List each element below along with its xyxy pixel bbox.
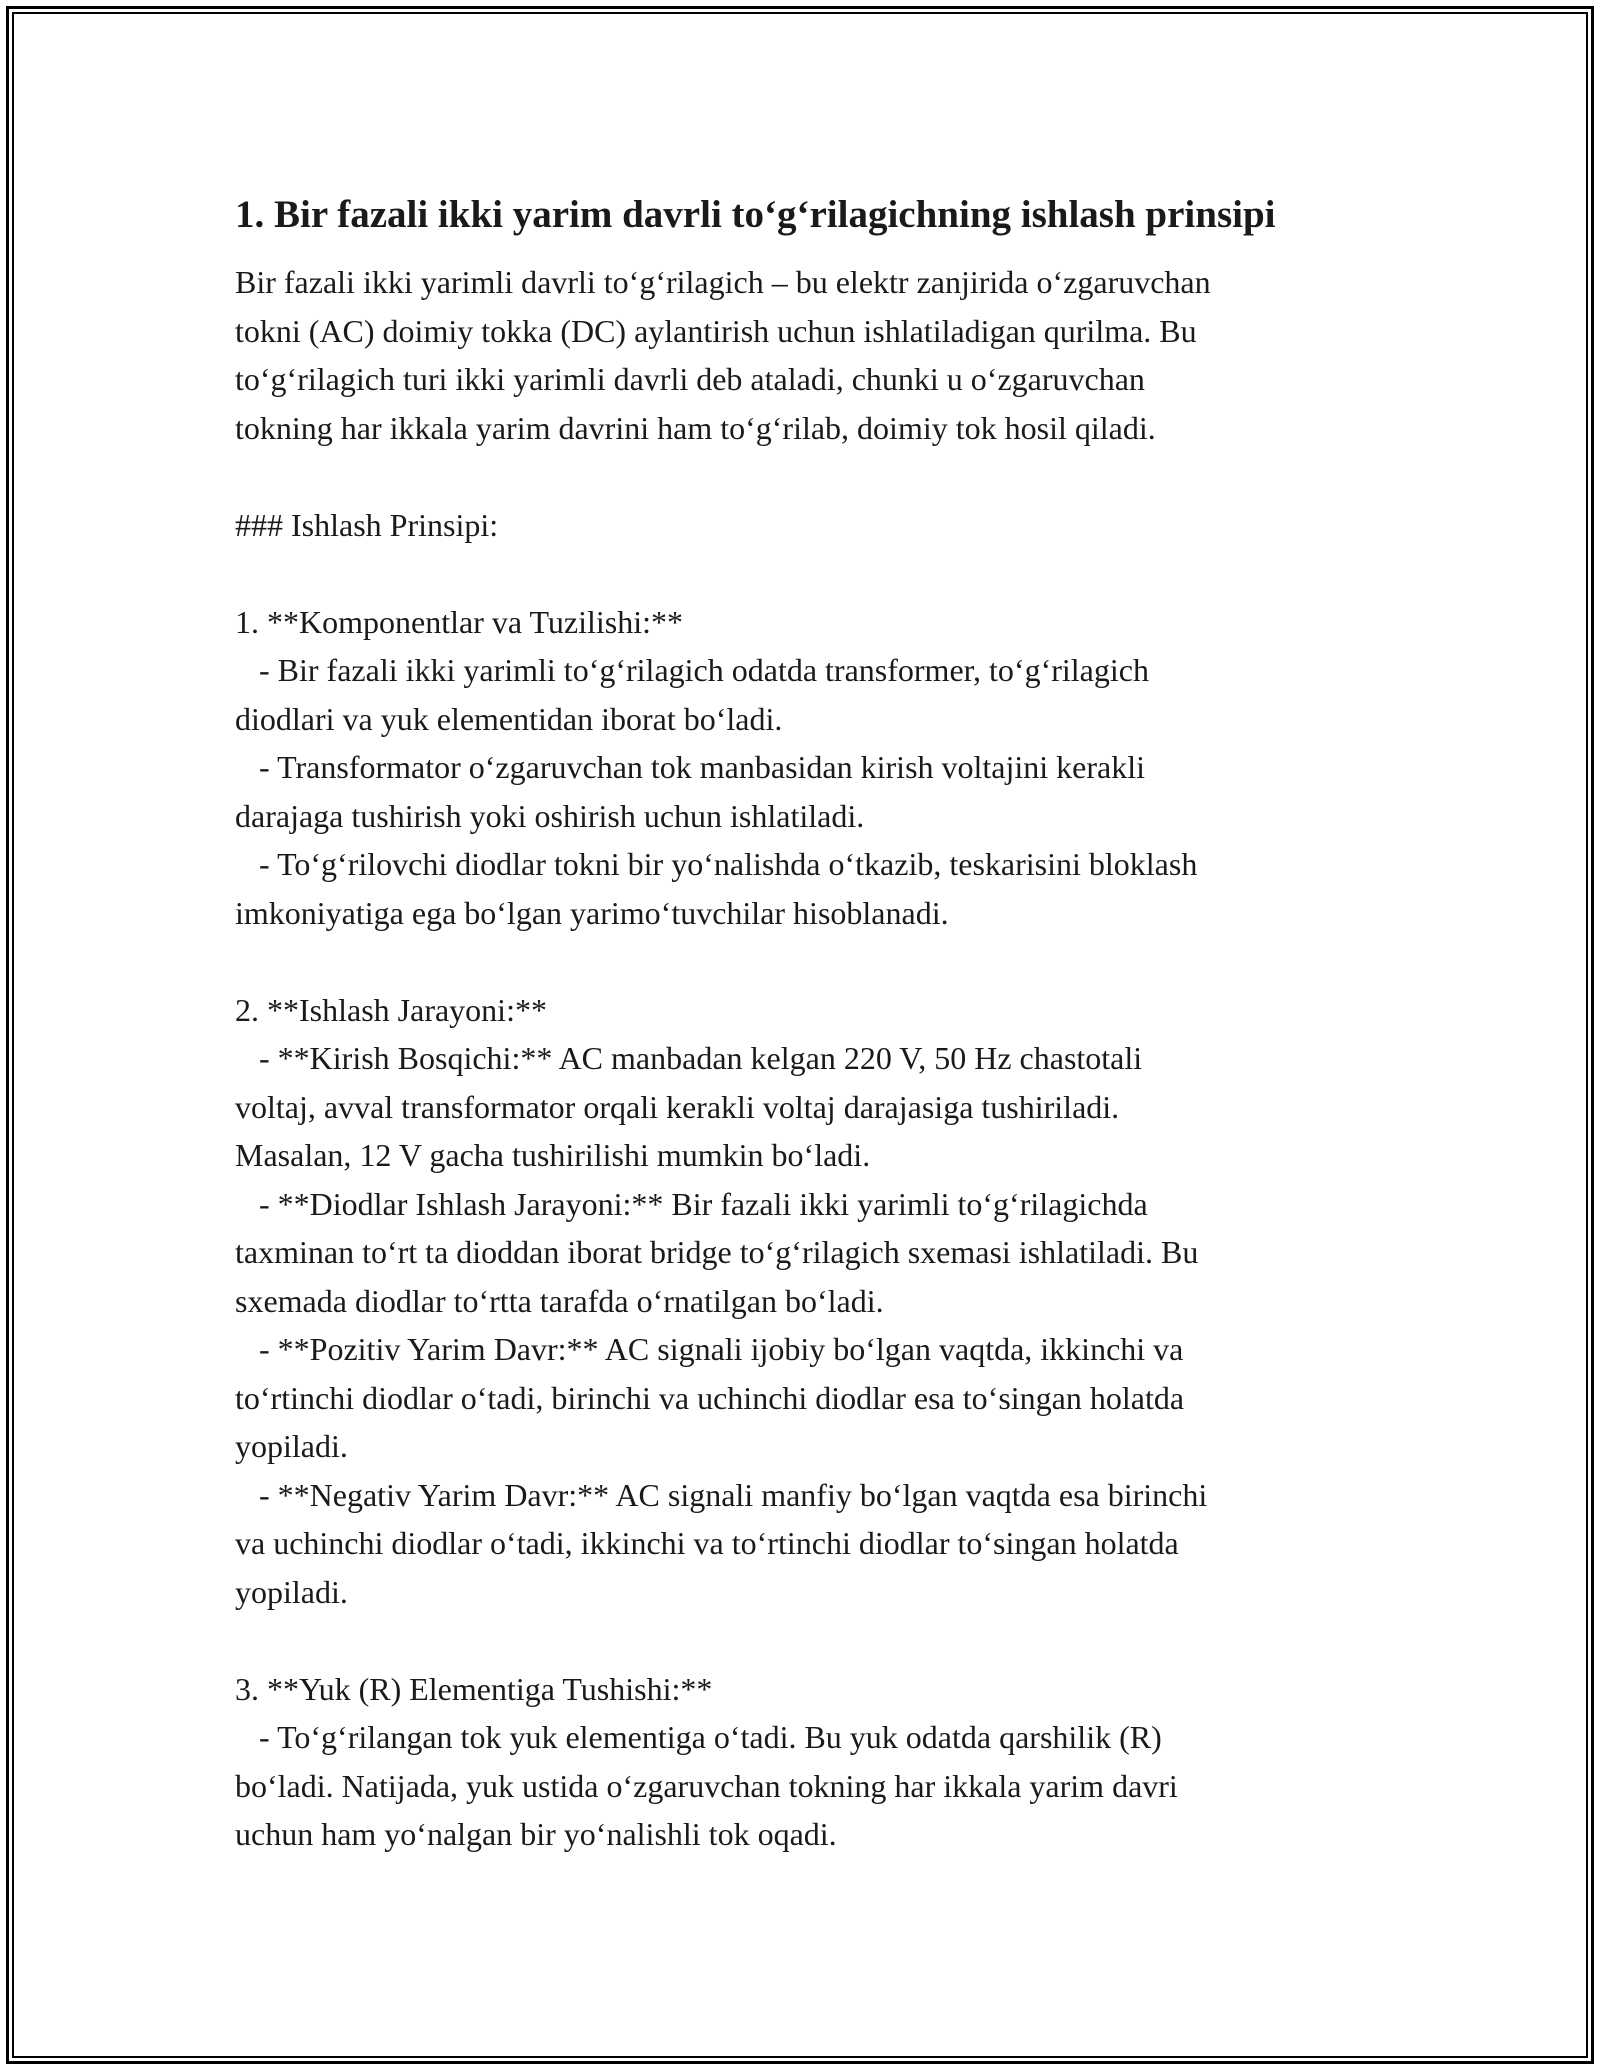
- spacer: [235, 452, 1365, 501]
- text-line: to‘rtinchi diodlar o‘tadi, birinchi va uchinchi diodlar esa to‘singan holatda: [235, 1379, 1185, 1416]
- text-line: 2. **Ishlash Jarayoni:**: [235, 991, 547, 1028]
- text-line: yopiladi.: [235, 1573, 348, 1610]
- text-line: to‘g‘rilagich turi ikki yarimli davrli deb ataladi, chunki u o‘zgaruvchan: [235, 361, 1145, 397]
- text-line: - **Diodlar Ishlash Jarayoni:** Bir fazali ikki yarimli to‘g‘rilagichda: [235, 1185, 1148, 1222]
- text-line: tokning har ikkala yarim davrini ham to‘g‘rilab, doimiy tok hosil qiladi.: [235, 409, 1156, 446]
- text-line: darajaga tushirish yoki oshirish uchun ishlatiladi.: [235, 797, 865, 834]
- heading-line: ### Ishlash Prinsipi:: [235, 506, 499, 543]
- text-line: - **Pozitiv Yarim Davr:** AC signali ijobiy bo‘lgan vaqtda, ikkinchi va: [235, 1331, 1184, 1367]
- text-line: tokni (AC) doimiy tokka (DC) aylantirish uchun ishlatiladigan qurilma. Bu: [235, 312, 1197, 349]
- section-heading: [235, 501, 1365, 550]
- text-line: bo‘ladi. Natijada, yuk ustida o‘zgaruvchan tokning har ikkala yarim davri: [235, 1767, 1178, 1804]
- spacer: [235, 937, 1365, 986]
- section-process: [235, 986, 1365, 1617]
- text-line: diodlari va yuk elementidan iborat bo‘ladi.: [235, 700, 783, 737]
- text-line: - To‘g‘rilangan tok yuk elementiga o‘tadi. Bu yuk odatda qarshilik (R): [235, 1719, 1162, 1755]
- intro-paragraph: [235, 258, 1365, 452]
- text-line: uchun ham yo‘nalgan bir yo‘nalishli tok oqadi.: [235, 1816, 837, 1852]
- text-line: - **Kirish Bosqichi:** AC manbadan kelgan 220 V, 50 Hz chastotali: [235, 1040, 1143, 1076]
- section-load: [235, 1665, 1365, 1859]
- text-line: taxminan to‘rt ta dioddan iborat bridge to‘g‘rilagich sxemasi ishlatiladi. Bu: [235, 1234, 1199, 1270]
- text-line: 1. **Komponentlar va Tuzilishi:**: [235, 603, 683, 640]
- text-line: - To‘g‘rilovchi diodlar tokni bir yo‘nalishda o‘tkazib, teskarisini bloklash: [235, 846, 1198, 882]
- text-line: - Transformator o‘zgaruvchan tok manbasidan kirish voltajini kerakli: [235, 749, 1146, 785]
- text-line: imkoniyatiga ega bo‘lgan yarimo‘tuvchilar hisoblanadi.: [235, 894, 949, 931]
- text-line: sxemada diodlar to‘rtta tarafda o‘rnatilgan bo‘ladi.: [235, 1282, 884, 1319]
- spacer: [235, 1616, 1365, 1665]
- text-line: voltaj, avval transformator orqali kerakli voltaj darajasiga tushiriladi.: [235, 1088, 1120, 1125]
- text-line: - **Negativ Yarim Davr:** AC signali manfiy bo‘lgan vaqtda esa birinchi: [235, 1476, 1208, 1513]
- text-line: va uchinchi diodlar o‘tadi, ikkinchi va to‘rtinchi diodlar to‘singan holatda: [235, 1525, 1179, 1561]
- text-line: yopiladi.: [235, 1428, 348, 1464]
- document-title: 1. Bir fazali ikki yarim davrli to‘g‘rilagichning ishlash prinsipi: [235, 193, 1276, 236]
- text-line: - Bir fazali ikki yarimli to‘g‘rilagich odatda transformer, to‘g‘rilagich: [235, 652, 1149, 688]
- text-line: 3. **Yuk (R) Elementiga Tushishi:**: [235, 1670, 713, 1707]
- text-line: Masalan, 12 V gacha tushirilishi mumkin bo‘ladi.: [235, 1137, 871, 1173]
- document-page: [235, 188, 1365, 1859]
- section-components: [235, 598, 1365, 938]
- text-line: Bir fazali ikki yarimli davrli to‘g‘rilagich – bu elektr zanjirida o‘zgaruvchan: [235, 264, 1211, 300]
- spacer: [235, 549, 1365, 598]
